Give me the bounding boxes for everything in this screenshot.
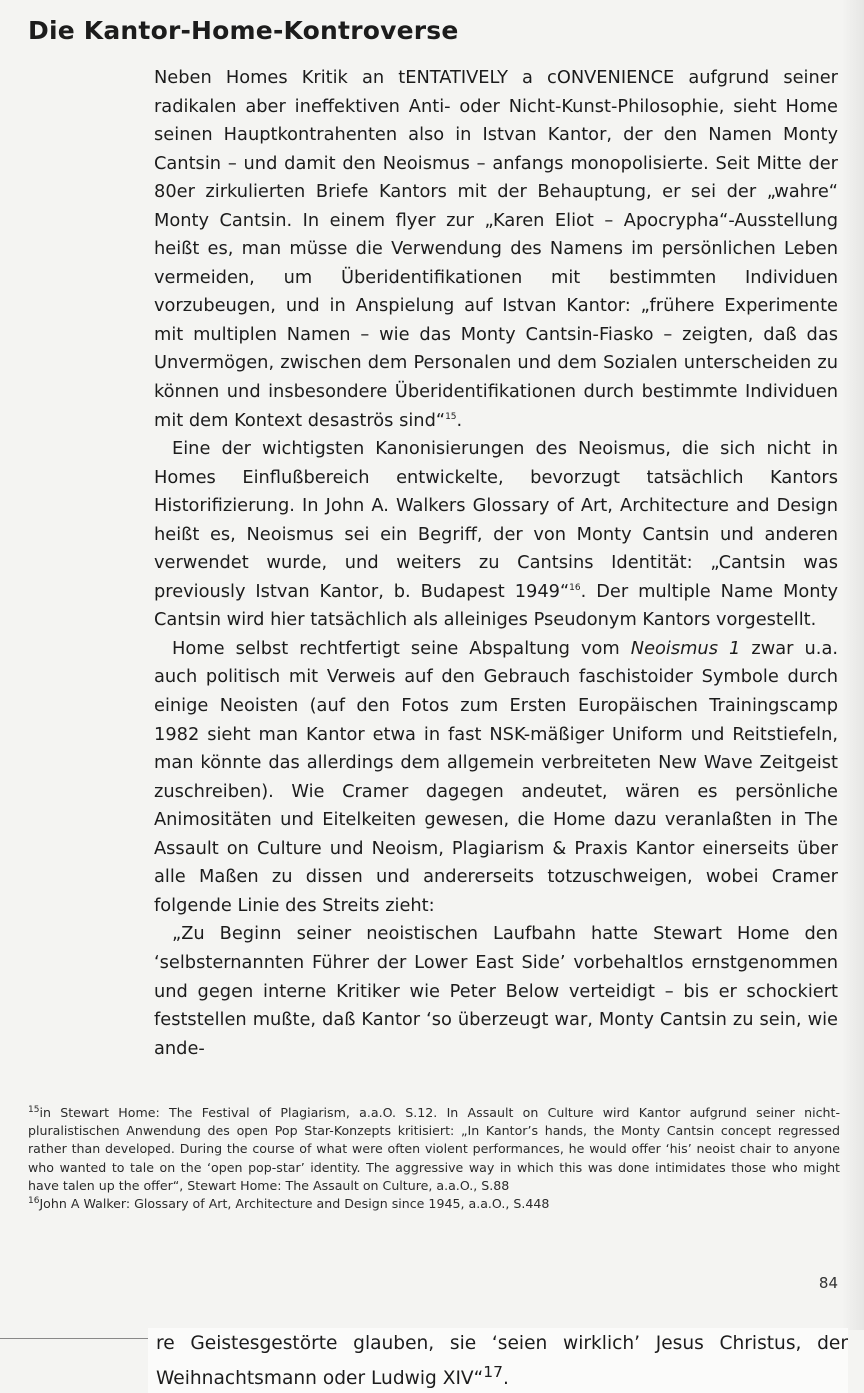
continuation-text: re Geistesgestörte glauben, sie ‘seien wirklich’ Jesus Christus, der Weihnachtsmann oder Ludwig XIV“$^{17}$.	[156, 1333, 848, 1390]
paragraph: Neben Homes Kritik an tENTATIVELY a cONVENIENCE aufgrund seiner radikalen aber ineffektiven Anti- oder Nicht-Kunst-Philosophie, sieht Home seinen Hauptkontrahenten also in Istvan Kantor, der den Namen Monty Cantsin – und damit den Neoismus – anfangs monopolisierte. Seit Mitte der 80er zirkulierten Briefe Kantors mit der Behauptung, er sei der „wahre“ Monty Cantsin. In einem flyer zur „Karen Eliot – Apocrypha“-Ausstellung heißt es, man müsse die Verwendung des Namens im persönlichen Leben vermeiden, um Überidentifikationen mit bestimmten Individuen vorzubeugen, und in Anspielung auf Istvan Kantor: „frühere Experimente mit multiplen Namen – wie das Monty Cantsin-Fiasko – zeigten, daß das Unvermögen, zwischen dem Personalen und dem Sozialen unterscheiden zu können und insbesondere Überidentifikationen durch bestimmte Individuen mit dem Kontext desaströs sind“$^{15}$.	[154, 67, 838, 431]
footnote-text: John A Walker: Glossary of Art, Architecture and Design since 1945, a.a.O., S.448	[39, 1196, 550, 1212]
page-number: 84	[818, 1274, 838, 1292]
footnote-number: 15	[28, 1104, 40, 1115]
body-text	[154, 64, 838, 1063]
paragraph-text: Der multiple Name Monty Cantsin wird hier tatsächlich als alleiniges Pseudonym Kantors vorgestellt.	[154, 580, 838, 631]
quote-text: „Zu Beginn seiner neoistischen Laufbahn hatte Stewart Home den ‘selbsternannten Führer der Lower East Side’ vorbehaltlos ernstgenommen und gegen interne Kritiker wie Peter Below verteidigt – bis er schockiert feststellen mußte, daß Kantor ‘so überzeugt war, Monty Cantsin zu sein, wie ande-	[154, 923, 838, 1059]
continuation-paragraph: re Geistesgestörte glauben, sie ‘seien wirklich’ Jesus Christus, der Weihnachtsmann oder Ludwig XIV“	[156, 1333, 848, 1390]
block-quote	[154, 920, 838, 1063]
footnote-ref[interactable]: 17	[483, 1363, 504, 1381]
footnote-ref[interactable]: 15	[445, 411, 457, 422]
footnote	[28, 1104, 840, 1195]
footnotes	[28, 1104, 840, 1213]
continuation-strip	[148, 1328, 848, 1393]
page-edge-shadow	[842, 0, 864, 1330]
page-title: Die Kantor-Home-Kontroverse	[28, 16, 459, 45]
italic-title: Neoismus 1	[630, 637, 741, 659]
paragraph-text: Neben Homes Kritik an tENTATIVELY a cONVENIENCE aufgrund seiner radikalen aber ineffektiven Anti- oder Nicht-Kunst-Philosophie, sieht Home seinen Hauptkontrahenten also in Istvan Kantor, der den Namen Monty Cantsin – und damit den Neoismus – anfangs monopolisierte. Seit Mitte der 80er zirkulierten Briefe Kantors mit der Behauptung, er sei der „wahre“ Monty Cantsin. In einem flyer zur „Karen Eliot – Apocrypha“-Ausstellung heißt es, man müsse die Verwendung des Namens im persönlichen Leben vermeiden, um Überidentifikationen mit bestimmten Individuen vorzubeugen, und in Anspielung auf Istvan Kantor: „frühere Experimente mit multiplen Namen – wie das Monty Cantsin-Fiasko – zeigten, daß das Unvermögen, zwischen dem Personalen und dem Sozialen unterscheiden zu können und insbesondere Überidentifikationen durch bestimmte Individuen mit dem Kontext desaströs sind“	[154, 67, 838, 431]
paragraph-text: Home selbst rechtfertigt seine Abspaltung vom	[172, 637, 631, 659]
paragraph	[154, 635, 838, 920]
footnote-text: in Stewart Home: The Festival of Plagiarism, a.a.O. S.12. In Assault on Culture wird Kantor aufgrund seiner nicht-pluralistischen Anwendung des open Pop Star-Konzepts kritisiert: „In Kantor’s hands, the Monty Cantsin concept regressed rather than developed. During the course of what were often violent performances, he would offer ‘his’ neoist chair to anyone who wanted to tale on the ‘open pop-star’ identity. The aggressive way in which this was done intimidates those who might have talen up the offer“, Stewart Home: The Assault on Culture, a.a.O., S.88	[28, 1105, 840, 1193]
footnote-ref[interactable]: 16	[569, 582, 581, 593]
footnote-number: 16	[28, 1195, 40, 1206]
footnote	[28, 1195, 840, 1213]
paragraph: Eine der wichtigsten Kanonisierungen des Neoismus, die sich nicht in Homes Einflußbereich entwickelte, bevorzugt tatsächlich Kantors Historifizierung. In John A. Walkers Glossary of Art, Architecture and Design heißt es, Neoismus sei ein Begriff, der von Monty Cantsin und anderen verwendet wurde, und weiters zu Cantsins Identität: „Cantsin was previously Istvan Kantor, b. Budapest 1949“$^{16}$. Der multiple Name Monty Cantsin wird hier tatsächlich als alleiniges Pseudonym Kantors vorgestellt.	[154, 438, 838, 631]
divider	[0, 1338, 150, 1339]
paragraph-text: zwar u.a. auch politisch mit Verweis auf den Gebrauch faschistoider Symbole durch einige Neoisten (auf den Fotos zum Ersten Europäischen Trainingscamp 1982 sieht man Kantor etwa in fast NSK-mäßiger Uniform und Reitstiefeln, man könnte das allerdings dem allgemein verbreiteten New Wave Zeitgeist zuschreiben). Wie Cramer dagegen andeutet, wären es persönliche Animositäten und Eitelkeiten gewesen, die Home dazu veranlaßten in The Assault on Culture und Neoism, Plagiarism & Praxis Kantor einerseits über alle Maßen zu dissen und andererseits totzuschweigen, wobei Cramer folgende Linie des Streits zieht:	[154, 637, 838, 916]
paragraph-text: Eine der wichtigsten Kanonisierungen des Neoismus, die sich nicht in Homes Einflußbereich entwickelte, bevorzugt tatsächlich Kantors Historifizierung. In John A. Walkers Glossary of Art, Architecture and Design heißt es, Neoismus sei ein Begriff, der von Monty Cantsin und anderen verwendet wurde, und weiters zu Cantsins Identität: „Cantsin was previously Istvan Kantor, b. Budapest 1949“	[154, 438, 838, 602]
